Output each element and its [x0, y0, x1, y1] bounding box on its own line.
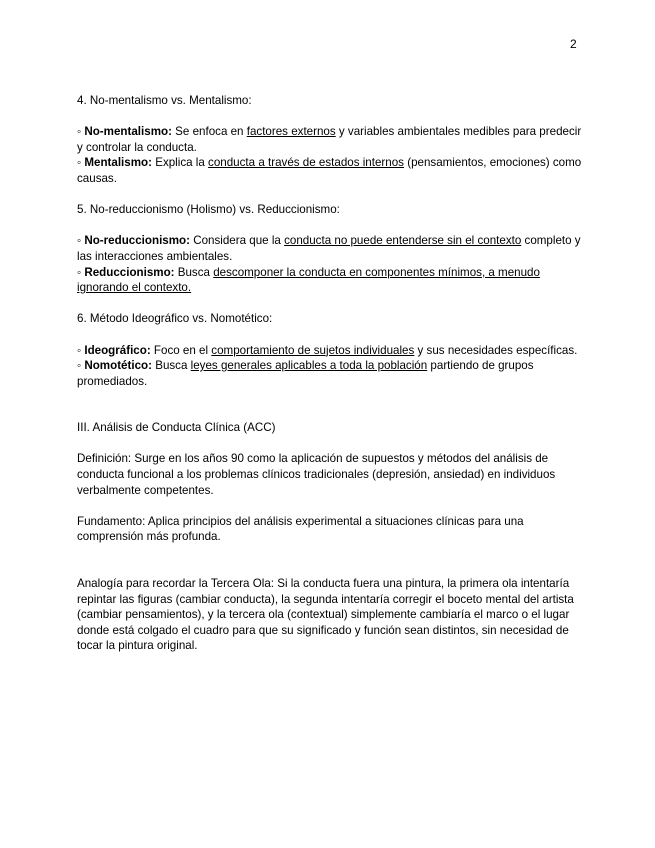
bullet-no-reduccionismo: ◦ No-reduccionismo: Considera que la conducta no puede entenderse sin el contexto completo y las interacciones ambientales.: [77, 234, 581, 263]
bullet-mentalismo: ◦ Mentalismo: Explica la conducta a través de estados internos (pensamientos, emociones) como causas.: [77, 156, 582, 185]
paragraph-definicion: Definición: Surge en los años 90 como la aplicación de supuestos y métodos del análisis de conducta funcional a los problemas clínicos tradicionales (depresión, ansiedad) en individuos verbalmente competentes.: [77, 452, 556, 497]
bullet-ideografico: ◦ Ideográfico: Foco en el comportamiento de sujetos individuales y sus necesidades específicas.: [77, 343, 578, 357]
term-label: Reduccionismo:: [84, 265, 175, 279]
term-label: Ideográfico:: [84, 343, 151, 357]
underlined-phrase: conducta a través de estados internos: [208, 156, 404, 170]
section-heading-6: 6. Método Ideográfico vs. Nomotético:: [77, 312, 273, 326]
term-label: No-mentalismo:: [84, 125, 172, 139]
section-heading-5: 5. No-reduccionismo (Holismo) vs. Reduccionismo:: [77, 203, 340, 217]
underlined-phrase: comportamiento de sujetos individuales: [211, 343, 415, 357]
document-body: [77, 93, 585, 654]
underlined-phrase: conducta no puede entenderse sin el contexto: [284, 234, 522, 248]
underlined-phrase: factores externos: [246, 125, 336, 139]
underlined-phrase: descomponer la conducta en componentes mínimos, a menudo ignorando el contexto.: [77, 265, 540, 295]
page-number: 2: [570, 37, 577, 51]
paragraph-fundamento: Fundamento: Aplica principios del análisis experimental a situaciones clínicas para una comprensión más profunda.: [77, 514, 524, 544]
section-heading-4: 4. No-mentalismo vs. Mentalismo:: [77, 94, 252, 107]
bullet-nomotetico: ◦ Nomotético: Busca leyes generales aplicables a toda la población partiendo de grupos promediados.: [77, 359, 534, 388]
term-label: Nomotético:: [84, 359, 152, 373]
section-heading-acc: III. Análisis de Conducta Clínica (ACC): [77, 421, 276, 435]
term-label: Mentalismo:: [84, 156, 152, 170]
bullet-reduccionismo: ◦ Reduccionismo: Busca descomponer la conducta en componentes mínimos, a menudo ignorando el contexto.: [77, 265, 540, 295]
term-label: No-reduccionismo:: [84, 234, 190, 248]
underlined-phrase: leyes generales aplicables a toda la población: [190, 359, 428, 373]
bullet-no-mentalismo: ◦ No-mentalismo: Se enfoca en factores externos y variables ambientales medibles para predecir y controlar la conducta.: [77, 125, 582, 154]
paragraph-analogia: Analogía para recordar la Tercera Ola: Si la conducta fuera una pintura, la primera ola intentaría repintar las figuras (cambiar conducta), la segunda intentaría corregir el boceto mental del artista (cambiar pensamientos), y la tercera ola (contextual) simplemente cambiaría el marco o el lugar donde está colgado el cuadro para que su significado y función sean distintos, sin necesidad de tocar la pintura original.: [77, 577, 574, 653]
